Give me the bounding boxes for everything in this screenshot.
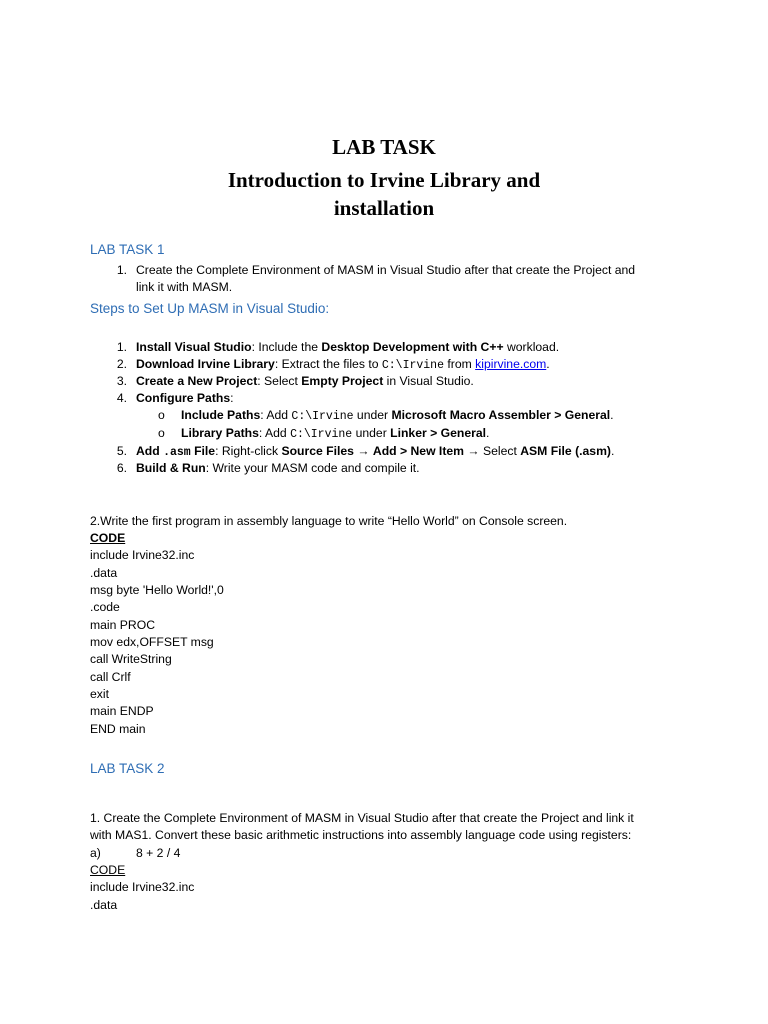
step-number: 6. — [116, 461, 127, 475]
task2-item-expression: 8 + 2 / 4 — [136, 846, 181, 860]
bullet-icon: o — [158, 408, 165, 422]
step-bold: Download Irvine Library — [136, 357, 275, 371]
step-bold: Desktop Development with C++ — [321, 340, 504, 354]
subitem-text — [181, 425, 489, 443]
code-line: END main — [90, 722, 146, 736]
step-plain: : Right-click — [215, 444, 282, 458]
step-number: 1. — [116, 340, 127, 354]
step-plain: : Select — [257, 374, 302, 388]
step-plain: . — [610, 444, 615, 458]
step-text — [136, 356, 550, 374]
step-bold: Empty Project — [301, 374, 384, 388]
inline-code: C:\Irvine — [290, 428, 353, 441]
step-plain: . — [486, 426, 490, 440]
code-line: msg byte 'Hello World!',0 — [90, 583, 224, 597]
bullet-icon: o — [158, 426, 165, 440]
inline-code: C:\Irvine — [381, 359, 444, 372]
code-line: main PROC — [90, 618, 156, 632]
code-line: call Crlf — [90, 670, 131, 684]
task1-q2-prompt: 2.Write the first program in assembly language to write “Hello World” on Console screen. — [90, 514, 568, 528]
title-line-3: installation — [333, 196, 435, 220]
lab-task-2-heading: LAB TASK 2 — [90, 761, 165, 776]
step-text — [136, 339, 559, 356]
step-plain: : Include the — [251, 340, 322, 354]
code-line: include Irvine32.inc — [90, 548, 195, 562]
code-line: main ENDP — [90, 704, 154, 718]
step-plain: from — [444, 357, 476, 371]
step-bold: Add — [136, 444, 164, 458]
subitem-text — [181, 407, 614, 425]
title-line-2: Introduction to Irvine Library and — [227, 168, 541, 192]
code-line: .code — [90, 600, 120, 614]
step-text — [136, 390, 234, 407]
step-plain: under — [353, 408, 392, 422]
task1-item-line-1: Create the Complete Environment of MASM in Visual Studio after that create the Project and — [136, 263, 636, 277]
lab-task-1-heading: LAB TASK 1 — [90, 242, 165, 257]
task2-code-label: CODE — [90, 863, 126, 877]
inline-code: C:\Irvine — [291, 410, 354, 423]
step-plain: → Select — [464, 444, 521, 458]
step-bold: Configure Paths — [136, 391, 231, 405]
step-bold: Create a New Project — [136, 374, 258, 388]
step-plain: : — [230, 391, 234, 405]
task1-item-number: 1. — [116, 263, 127, 277]
step-bold: Linker > General — [390, 426, 487, 440]
step-plain: : Add — [258, 426, 291, 440]
step-plain: : Extract the files to — [274, 357, 382, 371]
step-number: 3. — [116, 374, 127, 388]
step-text — [136, 443, 614, 461]
step-plain: . — [546, 357, 550, 371]
step-bold: File — [190, 444, 216, 458]
step-bold: ASM File (.asm) — [520, 444, 611, 458]
task2-line-2: with MAS1. Convert these basic arithmetic instructions into assembly language code using registers: — [90, 828, 632, 842]
task2-line-1: 1. Create the Complete Environment of MASM in Visual Studio after that create the Project and link it — [90, 811, 634, 825]
step-text — [136, 460, 420, 477]
kipirvine-link[interactable]: kipirvine.com — [475, 357, 547, 371]
step-plain: in Visual Studio. — [383, 374, 474, 388]
step-bold: Add > New Item — [372, 444, 464, 458]
step-bold: Install Visual Studio — [136, 340, 252, 354]
step-number: 5. — [116, 444, 127, 458]
code-line: .data — [90, 898, 118, 912]
step-plain: under — [352, 426, 391, 440]
title-line-1: LAB TASK — [332, 135, 436, 159]
code-line: include Irvine32.inc — [90, 880, 195, 894]
step-number: 4. — [116, 391, 127, 405]
inline-code: .asm — [163, 446, 191, 459]
task2-item-label: a) — [90, 846, 101, 860]
step-plain: : Add — [260, 408, 292, 422]
steps-heading: Steps to Set Up MASM in Visual Studio: — [90, 301, 330, 316]
step-plain: workload. — [503, 340, 560, 354]
code-line: call WriteString — [90, 652, 172, 666]
step-plain: : Write your MASM code and compile it. — [205, 461, 420, 475]
step-text — [136, 373, 474, 390]
code-line: mov edx,OFFSET msg — [90, 635, 214, 649]
code-line: .data — [90, 566, 118, 580]
code-label: CODE — [90, 531, 126, 545]
step-bold: Library Paths — [181, 426, 259, 440]
step-bold: Microsoft Macro Assembler > General — [391, 408, 611, 422]
task1-item-line-2: link it with MASM. — [136, 280, 233, 294]
step-number: 2. — [116, 357, 127, 371]
step-plain: → — [353, 444, 373, 458]
step-bold: Source Files — [281, 444, 354, 458]
code-line: exit — [90, 687, 109, 701]
step-bold: Build & Run — [136, 461, 206, 475]
step-plain: . — [610, 408, 614, 422]
step-bold: Include Paths — [181, 408, 261, 422]
